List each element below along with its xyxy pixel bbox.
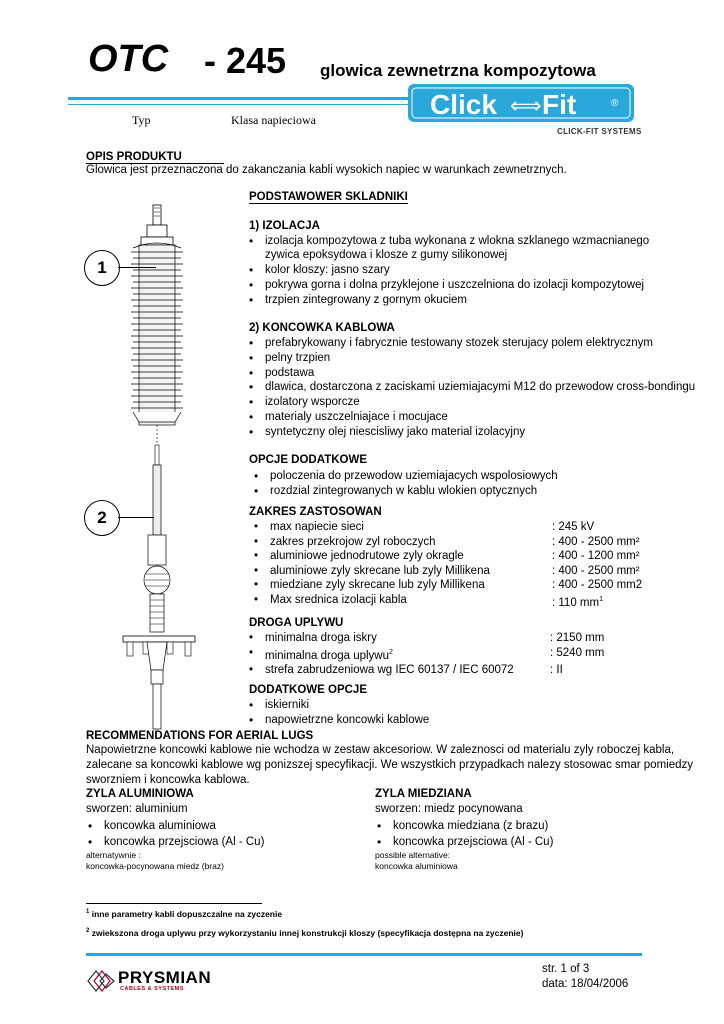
zyla-cu-list <box>375 818 675 850</box>
opcje-list <box>252 469 558 499</box>
zyla-al-sworzen: sworzen: aluminium <box>86 803 188 815</box>
click-fit-logo <box>408 82 634 124</box>
list-item: • izolacja kompozytowa z tuba wykonana z wlokna szklanego wzmacnianego <box>247 234 649 249</box>
table-row: • Max srednica izolacji kabla : 110 $mm^1$ <box>252 593 712 608</box>
prysmian-sub: CABLES & SYSTEMS <box>120 986 184 992</box>
callout-2: 2 <box>84 500 120 536</box>
table-row: • minimalna droga uplywu$^2$ : 5240 mm <box>247 646 712 663</box>
list-item: • kolor kloszy: jasno szary <box>247 263 644 278</box>
zyla-al-heading: ZYLA ALUMINIOWA <box>86 788 194 800</box>
koncowka-heading: 2) KONCOWKA KABLOWA <box>249 322 395 334</box>
dodatkowe-heading: DODATKOWE OPCJE <box>249 684 367 696</box>
list-item: • koncowka przejsciowa (Al - Cu) <box>86 834 356 850</box>
product-number: - 245 <box>204 40 287 81</box>
list-item: • iskierniki <box>247 698 429 713</box>
table-row: • miedziane zyly skrecane lub zyly Millikena : 400 - 2500 mm2 <box>252 578 712 593</box>
termination-drawing <box>115 200 225 735</box>
zyla-cu-block <box>375 787 675 872</box>
product-description: glowica zewnetrzna kompozytowa <box>320 61 596 80</box>
opis-text: Glowica jest przeznaczona do zakanczania kabli wysokich napiec w warunkach zewnetrznych. <box>86 164 567 176</box>
list-item: • izolatory wsporcze <box>247 395 695 410</box>
izolacja-heading: 1) IZOLACJA <box>249 220 320 232</box>
skladniki-heading: PODSTAWOWER SKLADNIKI <box>249 191 408 203</box>
svg-text:Fit: Fit <box>542 89 577 120</box>
list-item: • trzpien zintegrowany z gornym okuciem <box>247 293 644 308</box>
prysmian-logo-mark <box>86 968 116 994</box>
list-item: • koncowka aluminiowa <box>86 818 356 834</box>
list-item: • napowietrzne koncowki kablowe <box>247 713 429 728</box>
zakres-table <box>252 520 712 607</box>
klasa-label: Klasa napieciowa <box>231 113 316 127</box>
table-row: • zakres przekrojow zyl roboczych : 400 - 2500 mm² <box>252 535 712 550</box>
footer-rule <box>86 953 642 956</box>
izolacja-list <box>247 234 649 249</box>
table-row: • aluminiowe jednodrutowe zyly okragle : 400 - 1200 mm² <box>252 549 712 564</box>
logo-subtitle: CLICK-FIT SYSTEMS <box>557 127 642 136</box>
koncowka-list <box>247 336 695 440</box>
list-item: • poloczenia do przewodow uziemiajacych wspolosiowych <box>252 469 558 484</box>
zakres-heading: ZAKRES ZASTOSOWAN <box>249 506 382 518</box>
footnote-1: $^1$ inne parametry kabli dopuszczalne na zyczenie <box>86 909 283 919</box>
page-number: str. 1 of 3 <box>542 963 590 975</box>
list-item: • koncowka przejsciowa (Al - Cu) <box>375 834 675 850</box>
footnote-2: $^2$ zwiekszona droga uplywu przy wykorzystaniu innej konstrukcji kloszy (specyfikacja dostępna na zyczenie) <box>86 928 524 938</box>
droga-table <box>247 631 712 677</box>
header-rule <box>68 97 408 100</box>
list-item: • pelny trzpien <box>247 351 695 366</box>
droga-heading: DROGA UPLYWU <box>249 617 344 629</box>
list-item: • dlawica, dostarczona z zaciskami uziemiajacymi M12 do przewodow cross-bondingu <box>247 380 695 395</box>
table-row: • aluminiowe zyly skrecane lub zyly Millikena : 400 - 2500 mm² <box>252 564 712 579</box>
recommend-heading: RECOMMENDATIONS FOR AERIAL LUGS <box>86 730 314 742</box>
list-item: • rozdzial zintegrowanych w kablu wlokien optycznych <box>252 484 558 499</box>
list-item: • syntetyczny olej niescisliwy jako material izolacyjny <box>247 425 695 440</box>
table-row: • max napiecie sieci : 245 kV <box>252 520 712 535</box>
zyla-al-block <box>86 787 356 872</box>
opcje-heading: OPCJE DODATKOWE <box>249 454 367 466</box>
footnote-rule <box>86 903 262 904</box>
izolacja-item-cont: zywica epoksydowa i klosze z gumy silikonowej <box>265 249 508 261</box>
callout-2-leader <box>118 517 154 518</box>
zyla-al-alt-label: alternatywnie : <box>86 850 141 860</box>
izolacja-list-rest <box>247 263 644 307</box>
prysmian-brand: PRYSMIAN <box>118 968 212 987</box>
product-code: OTC <box>88 38 169 80</box>
page-info <box>542 962 628 992</box>
svg-text:®: ® <box>611 98 619 109</box>
svg-text:Click: Click <box>430 89 497 120</box>
list-item: • prefabrykowany i fabrycznie testowany stozek sterujacy polem elektrycznym <box>247 336 695 351</box>
dodatkowe-list <box>247 698 429 728</box>
table-row: • minimalna droga iskry : 2150 mm <box>247 631 712 646</box>
header-rule-thin <box>68 104 408 105</box>
zyla-cu-alt-label: possible alternative: <box>375 850 451 860</box>
list-item: • materialy uszczelniajace i mocujace <box>247 410 695 425</box>
insulator-sheds <box>131 243 183 425</box>
list-item: • koncowka miedziana (z brazu) <box>375 818 675 834</box>
typ-label: Typ <box>132 113 151 127</box>
callout-1: 1 <box>84 250 120 286</box>
zyla-cu-sworzen: sworzen: miedz pocynowana <box>375 803 523 815</box>
list-item: • pokrywa gorna i dolna przyklejone i uszczelniona do izolacji kompozytowej <box>247 278 644 293</box>
recommend-text: Napowietrzne koncowki kablowe nie wchodza w zestaw akcesoriow. W zaleznosci od materialu zyly roboczej kabla, zalecane sa koncowki kablowe wg ponizszej specyfikacji. We wszystkich przypadkach nalezy stosowac smar pomiedzy sworzniem i koncowka kablowa. <box>86 744 693 786</box>
zyla-al-alt-value: koncowka-pocynowana miedz (braz) <box>86 861 224 871</box>
page-date: data: 18/04/2006 <box>542 978 629 990</box>
table-row: • strefa zabrudzeniowa wg IEC 60137 / IEC 60072 : II <box>247 663 712 678</box>
opis-heading: OPIS PRODUKTU <box>86 150 224 164</box>
zyla-cu-alt-value: koncowka aluminiowa <box>375 861 458 871</box>
list-item: • podstawa <box>247 366 695 381</box>
zyla-al-list <box>86 818 356 850</box>
zyla-cu-heading: ZYLA MIEDZIANA <box>375 788 472 800</box>
callout-1-leader <box>118 267 156 268</box>
svg-text:⟺: ⟺ <box>510 93 542 118</box>
